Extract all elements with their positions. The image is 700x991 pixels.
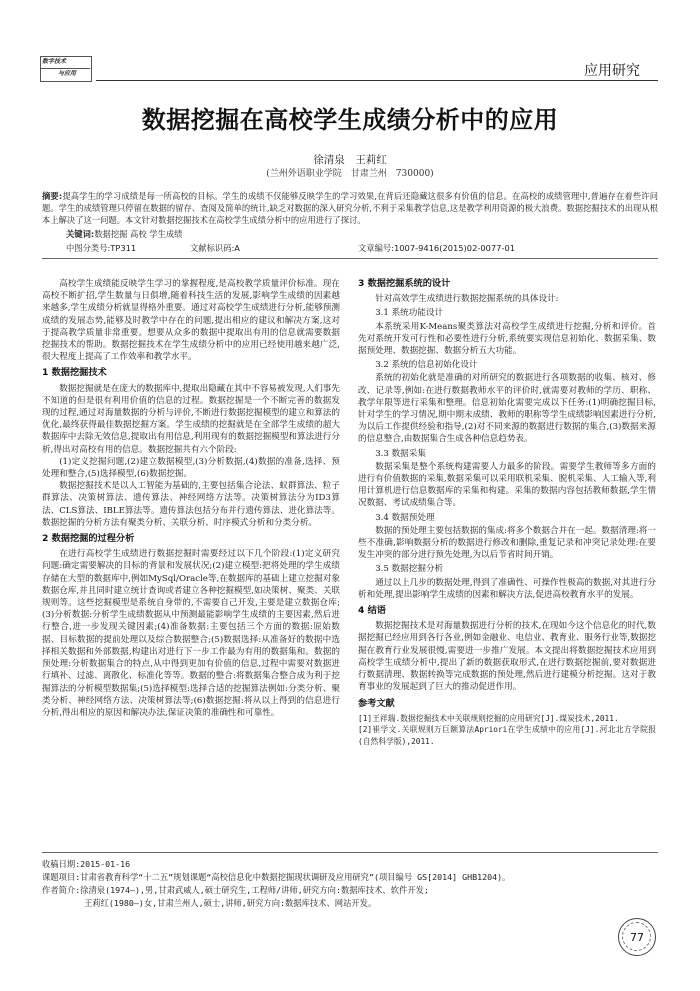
keywords-label: 关键词: [66, 229, 95, 239]
section-heading-3: 3 数据挖掘系统的设计 [358, 278, 451, 289]
header-rule [96, 80, 658, 81]
right-column [358, 278, 656, 747]
document-code: 文献标识码:A [190, 243, 240, 253]
author-bio-1: 作者简介:徐清泉(1974—),男,甘肃武威人,硕士研究生,工程师/讲师,研究方向:数据库技术、软件开发; [42, 885, 429, 895]
section-heading-2: 2 数据挖掘的过程分析 [42, 533, 135, 545]
authors: 徐清泉 王莉红 [313, 154, 387, 166]
conclusion-paragraph: 数据挖掘技术是对海量数据进行分析的技术,在现如今这个信息化的时代,数据挖掘已经应用到各行各业,例如金融业、电信业、教育业、服务行业等,数据挖掘在教育行业发展很慢,需要进一步推广发展。本文提出将数据挖掘技术应用到高校学生成绩分析中,提出了新的数据获取形式,在进行数据挖掘前,要对数据进行数据清理、数据转换等完成数据的预处理,然后进行建模分析挖掘。这对于教育事业的发展起到了巨大的推动促进作用。 [358, 621, 656, 693]
abstract-text: 提高学生的学习成绩是每一所高校的目标。学生的成绩不仅能够反映学生的学习效果,在背后还隐藏这很多有价值的信息。在高校的成绩管理中,普遍存在着些许问题。学生的成绩管理只停留在数据的留存、查阅及简单的统计,缺乏对数据的深入研究分析,不利于采集教学信息,这是教学利用资源的极大浪费。数据挖掘技术的出现从根本上解决了这一问题。本文针对数据挖掘技术在高校学生成绩分析中的应用进行了探讨。 [42, 191, 658, 225]
logo-line-1: 数字技术 [42, 58, 67, 65]
section-1-paragraph: 数据挖掘就是在庞大的数据库中,提取出隐藏在其中不容易被发现,人们事先不知道的但是很有利用价值的信息的过程。数据挖掘是一个不断完善的数据发现的过程,通过对海量数据的分析与评价,不断进行数据挖掘模型的建立和算法的优化,最终获得最佳数据挖掘方案。学生成绩的挖掘就是在全部学生成绩的超大数据库中去除无效信息,提取出有用信息,利用现有的数据挖掘模型和算法进行分析,得出对高校有用的信息。数据挖掘共有六个阶段: [42, 383, 340, 455]
keywords-text: 数据挖掘 高校 学生成绩 [94, 229, 183, 239]
reference-item: [1]王祥瑞.数据挖掘技术中关联规则挖掘的应用研究[J].煤炭技术,2011. [358, 713, 619, 723]
author-bio-2: 王莉红(1980—)女,甘肃兰州人,硕士,讲师,研究方向:数据库技术、网站开发。 [84, 898, 377, 908]
footer-divider [42, 852, 658, 853]
left-column [42, 278, 340, 719]
journal-logo [40, 56, 92, 84]
abstract [42, 190, 658, 226]
subsection-heading-3-3: 3.3 数据采集 [375, 448, 426, 459]
project-note: 课题项目:甘肃省教育科学“十二五”规划课题“高校信息化中数据挖掘现状调研及应用研究”(项目编号 GS[2014] GHB1204)。 [42, 872, 511, 882]
keywords [66, 228, 182, 240]
intro-paragraph: 高校学生成绩能反映学生学习的掌握程度,是高校教学质量评价标准。现在高校不断扩招,学生数量与日俱增,随着科技生活的发展,影响学生成绩的因素越来越多,学生成绩分析就显得格外重要。通过对高校学生成绩进行分析,能够预测成绩的发展态势,能够及时教学中存在的问题,提出相应的建议和解决方案,这对于提高教学质量非常重要。想要从众多的数据中提取出有用的信息就需要数据挖掘技术的帮助。数据挖掘技术在学生成绩分析中的应用已经使用越来越广泛,很大程度上提高了工作效率和教学水平。 [42, 279, 340, 363]
subsection-3-3-paragraph: 数据采集是整个系统构建需要人力最多的阶段。需要学生教师等多方面的进行有价值数据的采集,数据采集可以采用联机采集、脱机采集、人工输入等,利用计算机进行信息数据库的采集和构建。采集的数据内容包括教师数据,学生情况数据、考试成绩集合等。 [358, 461, 656, 509]
section-heading-1: 1 数据挖掘技术 [42, 367, 107, 379]
section-1-paragraph-2: 数据挖掘技术是以人工智能为基础的,主要包括集合论法、蚁群算法、粒子群算法、决策树算法、遗传算法、神经网络方法等。决策树算法分为ID3算法、CLS算法、IBLE算法等。遗传算法包括分布并行遗传算法、进化算法等。数据挖掘的分析方法有聚类分析、关联分析、时序模式分析和分类分析。 [42, 481, 340, 528]
logo-divider [40, 68, 90, 69]
reference-item: [2]崔学文.关联规则万巨额算法Apriori在学生成绩中的应用[J].河北北方学院报(自然科学版),2011. [358, 725, 656, 746]
subsection-heading-3-4: 3.4 数据预处理 [375, 512, 435, 523]
clc-number: 中图分类号:TP311 [66, 243, 137, 253]
received-date: 收稿日期:2015-01-16 [42, 859, 131, 869]
abstract-label: 摘要: [42, 191, 63, 201]
subsection-3-1-paragraph: 本系统采用K-Means聚类算法对高校学生成绩进行挖掘,分析和评价。首先对系统开发可行性和必要性进行分析,系统要实现信息初始化、数据采集、数据预处理、数据挖掘、数据分析五大功能。 [358, 321, 656, 357]
page-badge [618, 918, 656, 956]
section-1-list: (1)定义挖掘问题,(2)建立数据模型,(3)分析数据,(4)数据的准备,选择、预处理和整合,(5)选择模型,(6)数据挖掘。 [42, 456, 340, 480]
divider [42, 258, 658, 259]
subsection-heading-3-1: 3.1 系统功能设计 [375, 308, 444, 319]
section-2-paragraph: 在进行高校学生成绩进行数据挖掘时需要经过以下几个阶段:(1)定义研究问题:确定需要解决的目标的背景和发展状况;(2)建立模型:把将处理的学生成绩存储在大型的数据库中,例如MySql/Oracle等,在数据库的基础上建立挖掘对象数据仓库,并且同时建立统计查询或者建立各种挖掘模型,如决策树、聚类、关联规则等。这些挖掘模型是系统自身带的,不需要自己开发,主要是建立数据仓库;(3)分析数据:分析学生成绩数据从中预测最能影响学生成绩的主要因素,然后进行整合,进一步发现关键因素;(4)准备数据:主要包括三个方面的数据:原始数据、目标数据的提前处理以及综合数据整合;(5)数据选择:从准备好的数据中选择相关数据和外部数据,构建出对进行下一步工作最为有用的数据集和。数据的预处理:分析数据集合的特点,从中得到更加有价值的信息,过程中需要对数据进行填补、过滤、离散化、标准化等等。数据的整合:将数据集合整合成为利于挖掘算法的分析模型数据集;(5)选择模型:选择合适的挖掘算法例如:分类分析、聚类分析、神经网络方法、决策树算法等;(6)数据挖掘:将从以上得到的信息进行分析,得出相应的原因和解决办法,保证决策的准确性和可靠性。 [42, 549, 340, 718]
subsection-3-4-paragraph: 数据的预处理主要包括数据的集成:将多个数据合并在一起。数据清理:将一些不准确,影响数据分析的数据进行修改和删除,重复记录和冲突记录处理:在要发生冲突的部分进行预先处理,为以后节省时间开销。 [358, 525, 656, 561]
section-heading-4: 4 结语 [358, 605, 386, 617]
page-number: 77 [630, 931, 644, 944]
subsection-heading-3-2: 3.2 系统的信息初始化设计 [375, 360, 478, 371]
logo-line-2: 与应用 [58, 70, 77, 77]
subsection-heading-3-5: 3.5 数据挖掘分析 [375, 564, 444, 575]
subsection-3-5-paragraph: 通过以上几步的数据处理,得到了准确性、可操作性极高的数据,对其进行分析和处理,提出影响学生成绩的因素和解决方法,促进高校教育水平的发展。 [358, 577, 656, 600]
affiliation: (兰州外语职业学院 甘肃兰州 730000) [266, 169, 434, 179]
section-tag: 应用研究 [584, 63, 640, 79]
subsection-3-2-paragraph: 系统的初始化就是准确的对所研究的数据进行各项数据的收集、核对、修改、记录等,例如:在进行数据教师水平的评价时,就需要对教师的学历、职称、教学年限等进行采集和整理。信息初始化需要完成以下任务:(1)明确挖掘目标,针对学生的学习情况,期中期末成绩、教师的职称等学生成绩影响因素进行分析,为以后工作提供经验和指导,(2)对不同来源的数据进行数据的集合,(3)数据来源的信息整合,由数据集合生成各种信息趋势表。 [358, 373, 656, 445]
article-number: 文章编号:1007-9416(2015)02-0077-01 [358, 243, 516, 253]
section-3-intro: 针对高效学生成绩进行数据挖掘系统的具体设计: [375, 294, 559, 305]
references-heading: 参考文献 [358, 697, 395, 709]
paper-title: 数据挖掘在高校学生成绩分析中的应用 [141, 106, 559, 134]
